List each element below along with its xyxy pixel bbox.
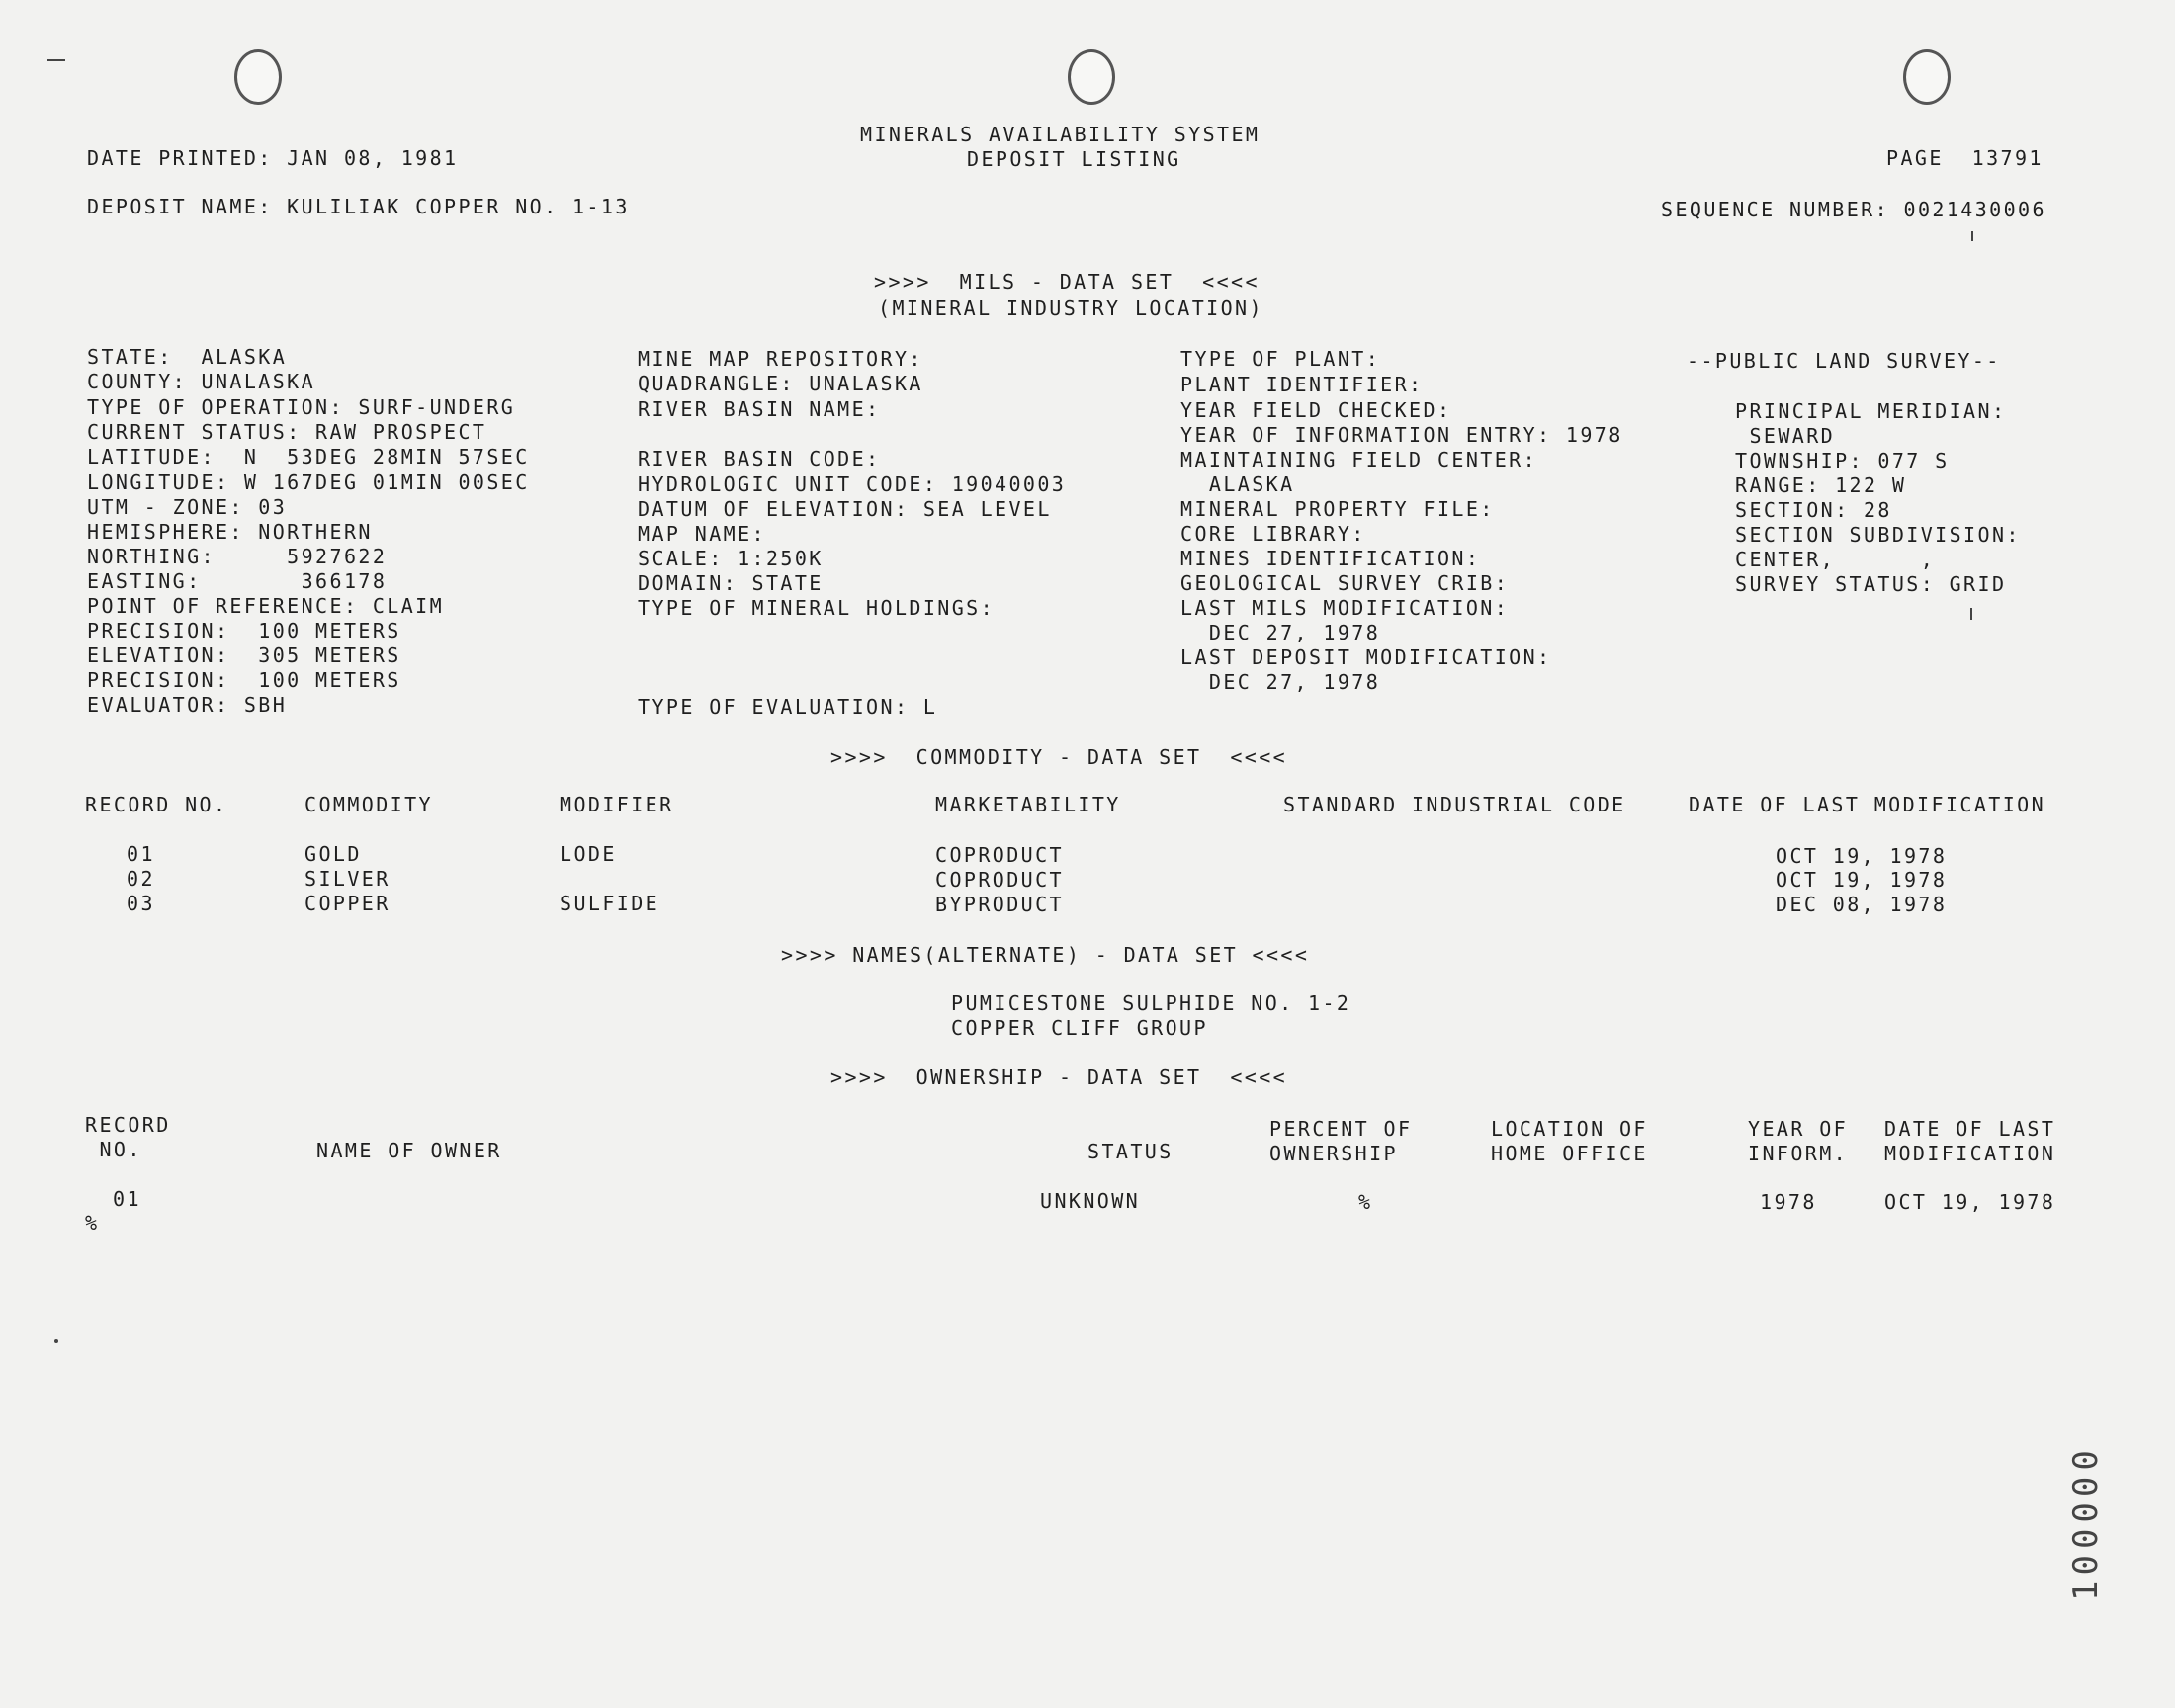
alternate-name: COPPER CLIFF GROUP	[951, 1016, 1208, 1040]
mils-field: SCALE: 1:250K	[638, 547, 824, 570]
mils-field: CORE LIBRARY:	[1180, 522, 1366, 546]
punch-hole-right	[1903, 49, 1951, 105]
date-cell: OCT 19, 1978	[1884, 1190, 2056, 1214]
ownership-col-name: NAME OF OWNER	[316, 1139, 502, 1162]
commodity-col-sic: STANDARD INDUSTRIAL CODE	[1283, 793, 1626, 816]
mils-field: POINT OF REFERENCE: CLAIM	[87, 594, 445, 618]
plss-field: TOWNSHIP: 077 S	[1735, 449, 1950, 472]
date-cell: DEC 08, 1978	[1776, 893, 1948, 916]
modifier-cell: LODE	[560, 842, 617, 866]
ownership-col-percent-2: OWNERSHIP	[1269, 1142, 1398, 1165]
year-cell: 1978	[1760, 1190, 1817, 1214]
mils-field: PRECISION: 100 METERS	[87, 619, 401, 642]
plss-field: SECTION SUBDIVISION:	[1735, 523, 2021, 547]
ownership-heading: >>>> OWNERSHIP - DATA SET <<<<	[830, 1066, 1288, 1089]
deposit-name: DEPOSIT NAME: KULILIAK COPPER NO. 1-13	[87, 195, 630, 218]
record-cell: 01	[113, 1187, 141, 1211]
mils-field: TYPE OF PLANT:	[1180, 347, 1381, 371]
plss-field: CENTER, ,	[1735, 548, 1936, 571]
evaluation-type: TYPE OF EVALUATION: L	[638, 695, 938, 719]
commodity-col-marketability: MARKETABILITY	[935, 793, 1121, 816]
mils-field: TYPE OF OPERATION: SURF-UNDERG	[87, 395, 516, 419]
mils-field: ALASKA	[1180, 472, 1295, 496]
plss-field: SECTION: 28	[1735, 498, 1892, 522]
mils-field: LAST MILS MODIFICATION:	[1180, 596, 1510, 620]
alternate-name: PUMICESTONE SULPHIDE NO. 1-2	[951, 991, 1351, 1015]
mils-field: EASTING: 366178	[87, 569, 388, 593]
mils-field: LATITUDE: N 53DEG 28MIN 57SEC	[87, 445, 530, 469]
ownership-col-record: RECORD	[85, 1113, 171, 1137]
sequence-number: SEQUENCE NUMBER: 0021430006	[1661, 198, 2046, 221]
mils-field: MINERAL PROPERTY FILE:	[1180, 497, 1495, 521]
ownership-col-status: STATUS	[1088, 1140, 1174, 1163]
plss-field: RANGE: 122 W	[1735, 473, 1907, 497]
punch-hole-left	[234, 49, 282, 105]
record-cell: 02	[127, 867, 155, 891]
page-number: PAGE 13791	[1886, 146, 2044, 170]
record-cell: 01	[127, 842, 155, 866]
date-cell: OCT 19, 1978	[1776, 844, 1948, 868]
names-heading: >>>> NAMES(ALTERNATE) - DATA SET <<<<	[781, 943, 1310, 967]
plss-field: SURVEY STATUS: GRID	[1735, 572, 2007, 596]
mils-field: MINES IDENTIFICATION:	[1180, 547, 1481, 570]
ownership-col-location-2: HOME OFFICE	[1491, 1142, 1648, 1165]
ownership-col-record-no: NO.	[85, 1138, 142, 1161]
marketability-cell: COPRODUCT	[935, 843, 1064, 867]
stray-mark	[47, 59, 65, 61]
ownership-col-date-2: MODIFICATION	[1884, 1142, 2056, 1165]
commodity-col-date: DATE OF LAST MODIFICATION	[1689, 793, 2046, 816]
commodity-col-commodity: COMMODITY	[304, 793, 433, 816]
percent-cell: %	[1358, 1190, 1373, 1214]
mils-field: EVALUATOR: SBH	[87, 693, 288, 717]
ownership-col-date: DATE OF LAST	[1884, 1117, 2056, 1141]
mils-field: YEAR OF INFORMATION ENTRY: 1978	[1180, 423, 1623, 447]
plss-heading: --PUBLIC LAND SURVEY--	[1687, 349, 2001, 373]
commodity-col-modifier: MODIFIER	[560, 793, 674, 816]
mils-subheading: (MINERAL INDUSTRY LOCATION)	[878, 297, 1263, 320]
ownership-col-location: LOCATION OF	[1491, 1117, 1648, 1141]
mils-field: GEOLOGICAL SURVEY CRIB:	[1180, 571, 1510, 595]
mils-field: RIVER BASIN NAME:	[638, 397, 881, 421]
stray-mark	[1970, 608, 1972, 620]
mils-field: DEC 27, 1978	[1180, 670, 1381, 694]
mils-field: DOMAIN: STATE	[638, 571, 824, 595]
plss-field: PRINCIPAL MERIDIAN:	[1735, 399, 2007, 423]
mils-field: LONGITUDE: W 167DEG 01MIN 00SEC	[87, 470, 530, 494]
system-title: MINERALS AVAILABILITY SYSTEM	[860, 123, 1261, 146]
mils-field: NORTHING: 5927622	[87, 545, 388, 568]
record-cell: 03	[127, 892, 155, 915]
mils-field: RIVER BASIN CODE:	[638, 447, 881, 470]
mils-field: HYDROLOGIC UNIT CODE: 19040003	[638, 472, 1067, 496]
commodity-cell: GOLD	[304, 842, 362, 866]
mils-field: QUADRANGLE: UNALASKA	[638, 372, 923, 395]
mils-field: PLANT IDENTIFIER:	[1180, 373, 1424, 396]
mils-field: LAST DEPOSIT MODIFICATION:	[1180, 645, 1552, 669]
mils-field: YEAR FIELD CHECKED:	[1180, 398, 1452, 422]
punch-hole-center	[1068, 49, 1115, 105]
commodity-cell: COPPER	[304, 892, 391, 915]
date-cell: OCT 19, 1978	[1776, 868, 1948, 892]
marketability-cell: COPRODUCT	[935, 868, 1064, 892]
mils-field: CURRENT STATUS: RAW PROSPECT	[87, 420, 487, 444]
mils-field: COUNTY: UNALASKA	[87, 370, 316, 393]
side-stamp: 100000	[2066, 1444, 2106, 1601]
listing-title: DEPOSIT LISTING	[967, 147, 1181, 171]
marketability-cell: BYPRODUCT	[935, 893, 1064, 916]
commodity-heading: >>>> COMMODITY - DATA SET <<<<	[830, 745, 1288, 769]
date-printed: DATE PRINTED: JAN 08, 1981	[87, 146, 459, 170]
stray-mark	[54, 1339, 58, 1343]
modifier-cell: SULFIDE	[560, 892, 660, 915]
ownership-col-year: YEAR OF	[1748, 1117, 1849, 1141]
mils-heading: >>>> MILS - DATA SET <<<<	[874, 270, 1260, 294]
mils-field: STATE: ALASKA	[87, 345, 288, 369]
mils-field: PRECISION: 100 METERS	[87, 668, 401, 692]
stray-mark	[1971, 231, 1973, 241]
ownership-col-year-2: INFORM.	[1748, 1142, 1849, 1165]
trailing-percent-mark: %	[85, 1211, 100, 1235]
commodity-col-record: RECORD NO.	[85, 793, 228, 816]
mils-field: ELEVATION: 305 METERS	[87, 643, 401, 667]
mils-field: MAINTAINING FIELD CENTER:	[1180, 448, 1538, 471]
mils-field: DEC 27, 1978	[1180, 621, 1381, 644]
mils-field: DATUM OF ELEVATION: SEA LEVEL	[638, 497, 1052, 521]
plss-field: SEWARD	[1735, 424, 1836, 448]
ownership-col-percent: PERCENT OF	[1269, 1117, 1413, 1141]
mils-field: MAP NAME:	[638, 522, 766, 546]
mils-field: UTM - ZONE: 03	[87, 495, 288, 519]
mils-field: MINE MAP REPOSITORY:	[638, 347, 923, 371]
commodity-cell: SILVER	[304, 867, 391, 891]
mils-field: HEMISPHERE: NORTHERN	[87, 520, 373, 544]
status-cell: UNKNOWN	[1040, 1189, 1141, 1213]
mils-field: TYPE OF MINERAL HOLDINGS:	[638, 596, 996, 620]
